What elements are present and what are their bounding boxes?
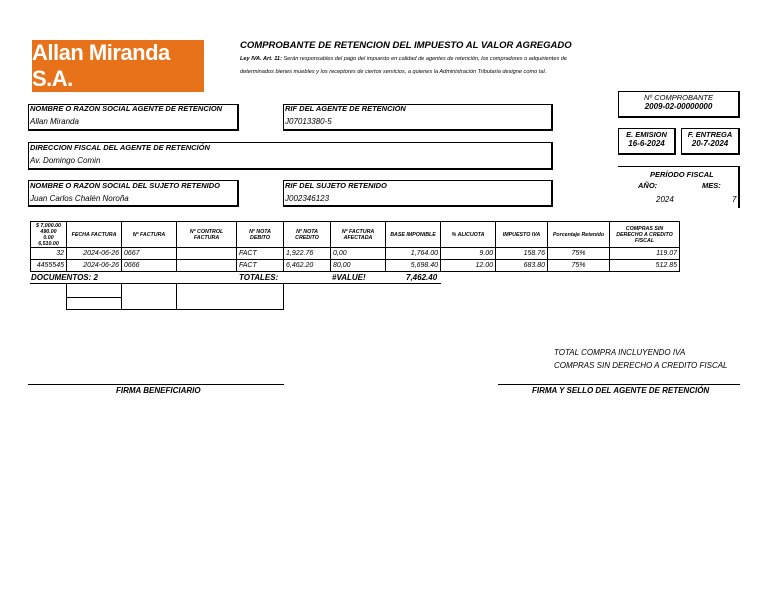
fiscal-month-value: 7 [732, 195, 737, 204]
subject-rif-value: J002346123 [285, 194, 330, 203]
totals-label: TOTALES: [239, 273, 279, 282]
beneficiary-signature-label: FIRMA BENEFICIARIO [116, 386, 201, 395]
header-compras-sin-derecho: COMPRAS SIN DERECHO A CREDITO FISCAL [610, 222, 680, 248]
header-nota-credito: Nº NOTA CREDITO [284, 222, 331, 248]
table-cell: 4455545 [31, 260, 67, 272]
fiscal-year-label: AÑO: [638, 181, 658, 190]
delivery-date-label: F. ENTREGA [687, 130, 733, 139]
header-factura-afectada: Nº FACTURA AFECTADA [331, 222, 386, 248]
agent-address-label: DIRECCION FISCAL DEL AGENTE DE RETENCIÓN [30, 143, 210, 152]
total-purchases-label: TOTAL COMPRA INCLUYENDO IVA [554, 348, 686, 357]
table-row [31, 260, 680, 272]
totals-error-value: #VALUE! [332, 273, 366, 282]
empty-grid-divider [121, 284, 122, 310]
table-cell: 75% [548, 248, 610, 260]
agent-name-value: Allan Miranda [30, 117, 79, 126]
stacked-amount: 0.00 [43, 234, 54, 241]
empty-grid-divider [66, 297, 121, 298]
table-cell: 2024-06-26 [67, 248, 122, 260]
agent-rif-label: RIF DEL AGENTE DE RETENCIÓN [285, 104, 406, 113]
table-header-row [31, 222, 680, 248]
fiscal-period-label: PERÍODO FISCAL [650, 170, 714, 179]
header-control-factura: Nº CONTROL FACTURA [177, 222, 237, 248]
table-cell: 0,00 [331, 248, 386, 260]
subject-rif-label: RIF DEL SUJETO RETENIDO [285, 181, 387, 190]
invoice-table [30, 221, 680, 272]
law-text-line-1 [240, 56, 567, 62]
table-cell [177, 260, 237, 272]
agent-name-label: NOMBRE O RAZON SOCIAL AGENTE DE RETENCION [30, 104, 223, 113]
header-porcentaje-retenido: Porcentaje Retenido [548, 222, 610, 248]
law-text-1: Serán responsables del pago del impuesto en calidad de agentes de retención, los compradores o adquirientes de [281, 56, 568, 62]
stacked-amount: 6,510.00 [38, 240, 59, 247]
table-cell: 6,462.20 [284, 260, 331, 272]
emission-date-box [618, 128, 676, 155]
table-cell: 119.07 [610, 248, 680, 260]
table-row [31, 248, 680, 260]
voucher-number-value: 2009-02-00000000 [644, 102, 713, 111]
fiscal-month-label: MES: [702, 181, 721, 190]
fiscal-year-value: 2024 [656, 195, 674, 204]
table-cell: 80,00 [331, 260, 386, 272]
header-base-imponible: BASE IMPONIBLE [386, 222, 441, 248]
agent-rif-value: J07013380-5 [285, 117, 332, 126]
header-numero-factura: Nº FACTURA [122, 222, 177, 248]
table-cell: 1,764.00 [386, 248, 441, 260]
voucher-number-box [618, 91, 740, 118]
company-logo: Allan Miranda S.A. [32, 40, 204, 92]
documents-count: DOCUMENTOS: 2 [31, 273, 98, 282]
subject-name-label: NOMBRE O RAZON SOCIAL DEL SUJETO RETENIDO [30, 181, 221, 190]
emission-date-label: E. EMISION [626, 130, 667, 139]
table-cell [177, 248, 237, 260]
subject-name-value: Juan Carlos Chalén Noroña [30, 194, 129, 203]
table-cell: 0666 [122, 260, 177, 272]
stacked-amounts-cell [31, 222, 67, 248]
table-cell: 32 [31, 248, 67, 260]
document-title: COMPROBANTE DE RETENCION DEL IMPUESTO AL VALOR AGREGADO [240, 40, 572, 51]
table-cell: 5,698.40 [386, 260, 441, 272]
table-cell: 683.80 [496, 260, 548, 272]
emission-date-value: 16-6-2024 [628, 139, 665, 148]
table-cell: 75% [548, 260, 610, 272]
stacked-amount: $ 7,000.00 [35, 222, 62, 229]
table-cell: 9.00 [441, 248, 496, 260]
header-nota-debito: Nº NOTA DEBITO [237, 222, 284, 248]
header-fecha-factura: FECHA FACTURA [67, 222, 122, 248]
agent-signature-label: FIRMA Y SELLO DEL AGENTE DE RETENCIÓN [532, 386, 710, 395]
law-reference: Ley IVA. Art. 11: [240, 56, 282, 62]
header-impuesto-iva: IMPUESTO IVA [496, 222, 548, 248]
agent-signature-line [498, 384, 740, 385]
law-text-line-2: determinados bienes muebles y los receptores de ciertos servicios, a quienes la Administración Tributaria designe como tal. [240, 69, 547, 75]
voucher-number-label: Nº COMPROBANTE [644, 93, 713, 102]
totals-base-value: 7,462.40 [406, 273, 438, 282]
agent-address-value: Av. Domingo Comin [30, 156, 101, 165]
empty-grid-divider [176, 284, 177, 310]
stacked-amount: 490.00 [40, 228, 57, 235]
header-alicuota: % ALICUOTA [441, 222, 496, 248]
delivery-date-value: 20-7-2024 [691, 139, 729, 148]
no-credit-purchases-label: COMPRAS SIN DERECHO A CREDITO FISCAL [554, 361, 728, 370]
table-cell: 12.00 [441, 260, 496, 272]
table-cell: 158.76 [496, 248, 548, 260]
beneficiary-signature-line [28, 384, 284, 385]
table-cell: 512.85 [610, 260, 680, 272]
table-cell: 1,922.76 [284, 248, 331, 260]
table-cell: 0667 [122, 248, 177, 260]
table-cell: FACT [237, 248, 284, 260]
table-cell: 2024-06-26 [67, 260, 122, 272]
delivery-date-box [681, 128, 740, 155]
table-cell: FACT [237, 260, 284, 272]
